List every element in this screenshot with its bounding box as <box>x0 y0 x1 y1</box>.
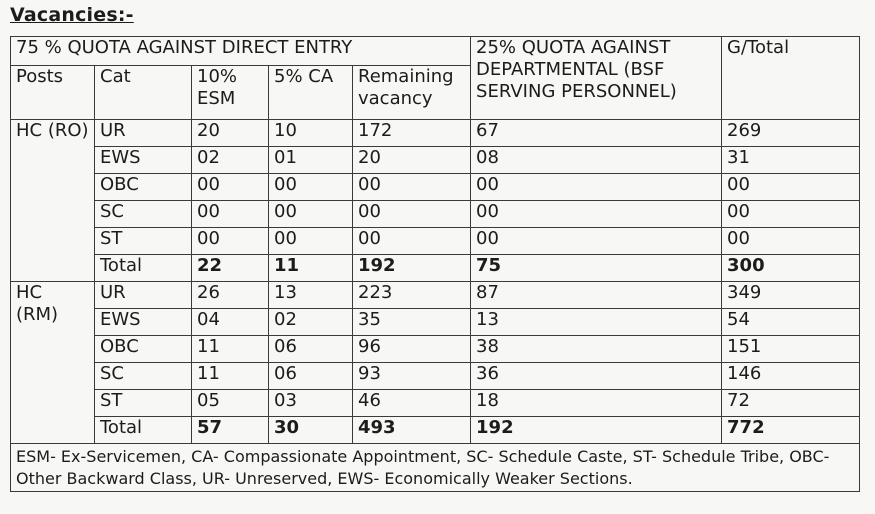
gtotal-cell: 772 <box>722 417 860 444</box>
cat-cell: SC <box>95 363 192 390</box>
ca-cell: 06 <box>269 336 353 363</box>
departmental-cell: 75 <box>471 255 722 282</box>
footnote: ESM- Ex-Servicemen, CA- Compassionate Appointment, SC- Schedule Caste, ST- Schedule Tribe, OBC- Other Backward Class, UR- Unreserved, EWS- Economically Weaker Sections. <box>11 444 860 492</box>
ca-cell: 01 <box>269 147 353 174</box>
remaining-cell: 96 <box>353 336 471 363</box>
gtotal-cell: 146 <box>722 363 860 390</box>
departmental-cell: 67 <box>471 120 722 147</box>
ca-cell: 00 <box>269 174 353 201</box>
table-row <box>11 228 860 255</box>
table-row <box>11 147 860 174</box>
ca-cell: 00 <box>269 201 353 228</box>
remaining-cell: 20 <box>353 147 471 174</box>
ca-cell: 06 <box>269 363 353 390</box>
ca-cell: 10 <box>269 120 353 147</box>
table-row <box>11 255 860 282</box>
table-row <box>11 417 860 444</box>
cat-cell: EWS <box>95 309 192 336</box>
ca-cell: 00 <box>269 228 353 255</box>
esm-cell: 00 <box>192 201 269 228</box>
ca-cell: 30 <box>269 417 353 444</box>
remaining-cell: 00 <box>353 228 471 255</box>
direct-entry-header: 75 % QUOTA AGAINST DIRECT ENTRY <box>11 37 471 66</box>
gtotal-cell: 269 <box>722 120 860 147</box>
esm-cell: 00 <box>192 174 269 201</box>
ca-cell: 02 <box>269 309 353 336</box>
ca-header: 5% CA <box>269 66 353 120</box>
cat-header: Cat <box>95 66 192 120</box>
departmental-cell: 00 <box>471 228 722 255</box>
cat-cell: Total <box>95 417 192 444</box>
esm-cell: 22 <box>192 255 269 282</box>
departmental-cell: 192 <box>471 417 722 444</box>
departmental-header: 25% QUOTA AGAINST DEPARTMENTAL (BSF SERVING PERSONNEL) <box>471 37 722 120</box>
remaining-cell: 46 <box>353 390 471 417</box>
remaining-cell: 223 <box>353 282 471 309</box>
gtotal-cell: 31 <box>722 147 860 174</box>
gtotal-cell: 151 <box>722 336 860 363</box>
cat-cell: OBC <box>95 174 192 201</box>
ca-cell: 03 <box>269 390 353 417</box>
ca-cell: 11 <box>269 255 353 282</box>
esm-cell: 11 <box>192 363 269 390</box>
esm-cell: 02 <box>192 147 269 174</box>
remaining-cell: 00 <box>353 174 471 201</box>
esm-cell: 20 <box>192 120 269 147</box>
table-row <box>11 120 860 147</box>
ca-cell: 13 <box>269 282 353 309</box>
esm-cell: 26 <box>192 282 269 309</box>
departmental-cell: 00 <box>471 201 722 228</box>
gtotal-cell: 00 <box>722 201 860 228</box>
footnote-row <box>11 444 860 492</box>
table-row <box>11 363 860 390</box>
gtotal-cell: 54 <box>722 309 860 336</box>
remaining-cell: 172 <box>353 120 471 147</box>
cat-cell: ST <box>95 228 192 255</box>
post-cell: HC (RO) <box>11 120 95 282</box>
cat-cell: Total <box>95 255 192 282</box>
vacancies-table <box>10 36 860 492</box>
table-row <box>11 336 860 363</box>
gtotal-cell: 349 <box>722 282 860 309</box>
gtotal-cell: 300 <box>722 255 860 282</box>
remaining-header: Remaining vacancy <box>353 66 471 120</box>
table-row <box>11 309 860 336</box>
table-row <box>11 174 860 201</box>
departmental-cell: 08 <box>471 147 722 174</box>
esm-cell: 04 <box>192 309 269 336</box>
cat-cell: ST <box>95 390 192 417</box>
post-cell: HC (RM) <box>11 282 95 444</box>
page-title: Vacancies:- <box>10 4 134 26</box>
esm-cell: 11 <box>192 336 269 363</box>
cat-cell: OBC <box>95 336 192 363</box>
esm-cell: 00 <box>192 228 269 255</box>
gtotal-cell: 72 <box>722 390 860 417</box>
departmental-cell: 38 <box>471 336 722 363</box>
departmental-cell: 87 <box>471 282 722 309</box>
gtotal-cell: 00 <box>722 174 860 201</box>
cat-cell: SC <box>95 201 192 228</box>
departmental-cell: 00 <box>471 174 722 201</box>
table-row <box>11 390 860 417</box>
cat-cell: UR <box>95 282 192 309</box>
posts-header: Posts <box>11 66 95 120</box>
esm-cell: 57 <box>192 417 269 444</box>
table-row <box>11 201 860 228</box>
remaining-cell: 35 <box>353 309 471 336</box>
cat-cell: UR <box>95 120 192 147</box>
remaining-cell: 192 <box>353 255 471 282</box>
remaining-cell: 93 <box>353 363 471 390</box>
gtotal-cell: 00 <box>722 228 860 255</box>
esm-header: 10% ESM <box>192 66 269 120</box>
cat-cell: EWS <box>95 147 192 174</box>
departmental-cell: 18 <box>471 390 722 417</box>
table-row <box>11 282 860 309</box>
departmental-cell: 36 <box>471 363 722 390</box>
remaining-cell: 493 <box>353 417 471 444</box>
esm-cell: 05 <box>192 390 269 417</box>
header-row-1 <box>11 37 860 66</box>
gtotal-header: G/Total <box>722 37 860 120</box>
remaining-cell: 00 <box>353 201 471 228</box>
departmental-cell: 13 <box>471 309 722 336</box>
